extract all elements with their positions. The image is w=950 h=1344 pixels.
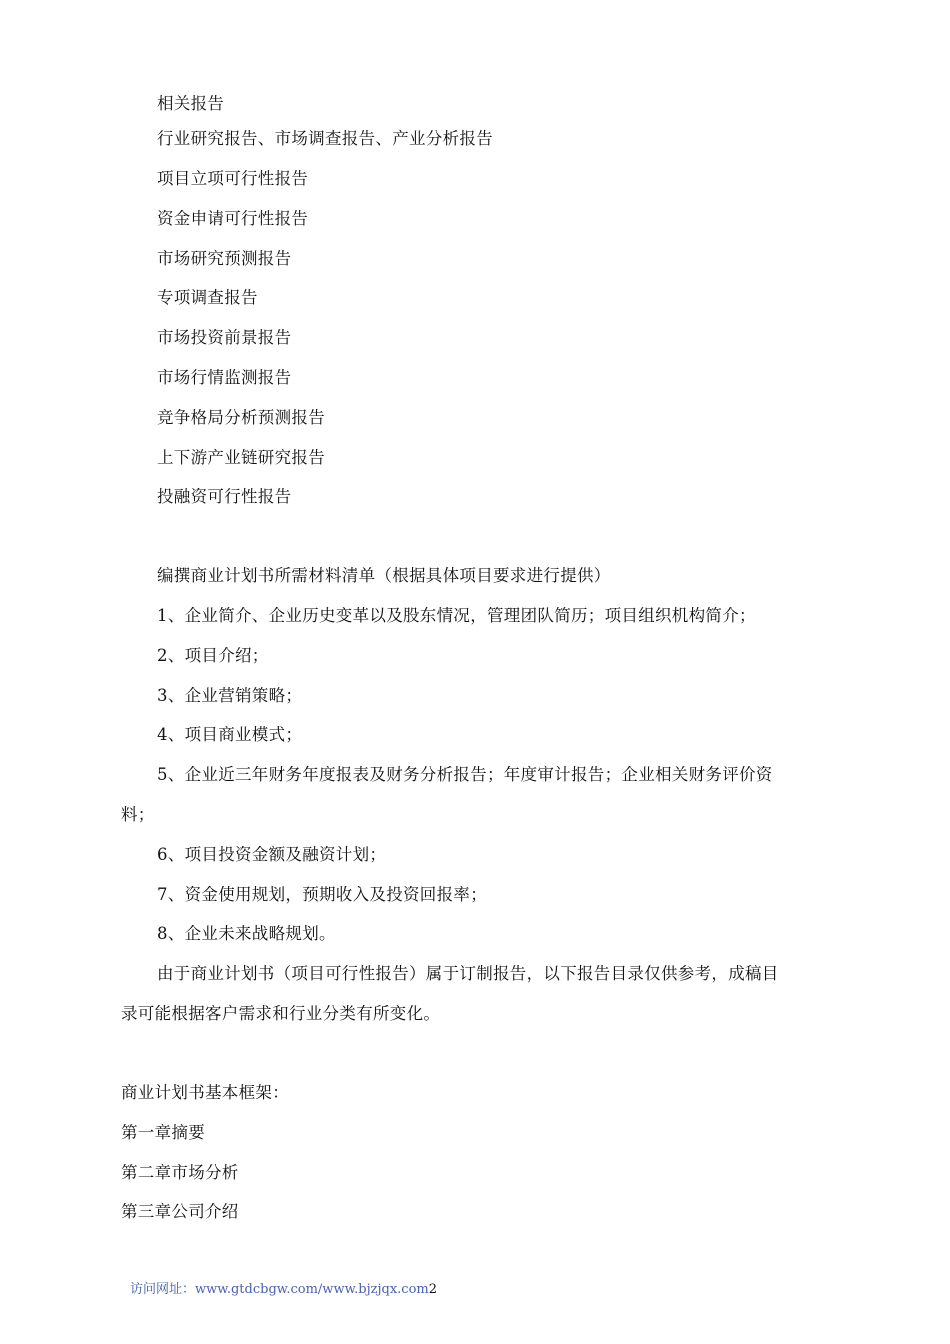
related-reports-heading: 相关报告: [157, 94, 225, 113]
related-report-item: 市场行情监测报告: [157, 368, 292, 387]
framework-chapter: 第三章公司介绍: [121, 1202, 239, 1221]
materials-item-continuation: 料；: [121, 805, 155, 824]
materials-item: 6、项目投资金额及融资计划；: [157, 845, 387, 864]
materials-item: 2、项目介绍；: [157, 646, 269, 665]
related-report-item: 项目立项可行性报告: [157, 169, 309, 188]
footer-label: 访问网址：: [130, 1282, 196, 1297]
materials-item: 4、项目商业模式；: [157, 725, 303, 744]
framework-chapter: 第一章摘要: [121, 1123, 205, 1142]
related-report-item: 资金申请可行性报告: [157, 209, 309, 228]
related-report-item: 投融资可行性报告: [157, 487, 292, 506]
related-report-item: 市场研究预测报告: [157, 249, 292, 268]
materials-item: 1、企业简介、企业历史变革以及股东情况，管理团队简历；项目组织机构简介；: [157, 606, 756, 625]
framework-heading: 商业计划书基本框架：: [121, 1083, 289, 1102]
page-number: 2: [428, 1282, 438, 1297]
materials-item: 7、资金使用规划，预期收入及投资回报率；: [157, 885, 487, 904]
materials-note: 由于商业计划书（项目可行性报告）属于订制报告，以下报告目录仅供参考，成稿目: [157, 964, 779, 983]
related-report-item: 专项调查报告: [157, 288, 258, 307]
materials-heading: 编撰商业计划书所需材料清单（根据具体项目要求进行提供）: [157, 566, 611, 585]
related-report-item: 行业研究报告、市场调查报告、产业分析报告: [157, 129, 493, 148]
related-report-item: 竞争格局分析预测报告: [157, 408, 325, 427]
page-footer: [130, 1281, 437, 1299]
related-report-item: 市场投资前景报告: [157, 328, 292, 347]
materials-item: 8、企业未来战略规划。: [157, 924, 336, 943]
related-report-item: 上下游产业链研究报告: [157, 448, 325, 467]
materials-note-continuation: 录可能根据客户需求和行业分类有所变化。: [121, 1004, 441, 1023]
materials-item: 5、企业近三年财务年度报表及财务分析报告；年度审计报告；企业相关财务评价资: [157, 765, 773, 784]
materials-item: 3、企业营销策略；: [157, 686, 303, 705]
footer-website-link[interactable]: www.gtdcbgw.com/www.bjzjqx.com: [195, 1282, 429, 1297]
framework-chapter: 第二章市场分析: [121, 1163, 239, 1182]
